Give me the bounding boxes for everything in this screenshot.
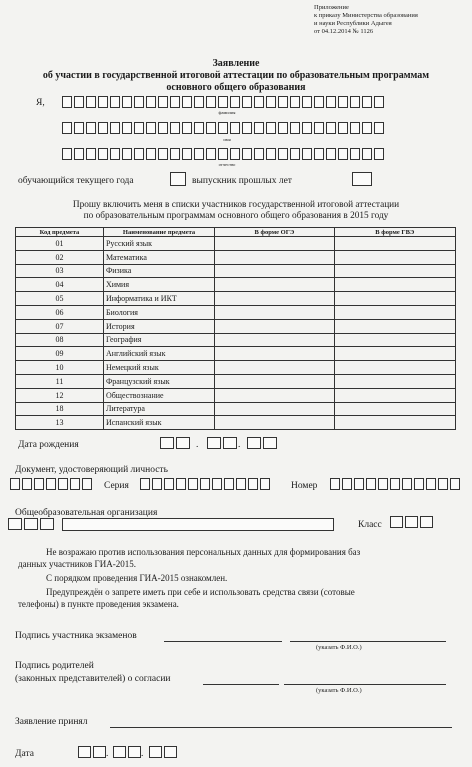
request-text [0, 200, 472, 222]
subject-code: 18 [16, 402, 104, 416]
letter-cell[interactable] [254, 148, 264, 160]
letter-cell[interactable] [74, 96, 84, 108]
letter-cell[interactable] [374, 96, 384, 108]
letter-cell[interactable] [278, 96, 288, 108]
header-gve: В форме ГВЭ [334, 228, 455, 237]
letter-cell[interactable] [194, 148, 204, 160]
letter-cell[interactable] [402, 478, 412, 490]
letter-cell[interactable] [58, 478, 68, 490]
subject-code: 05 [16, 292, 104, 306]
letter-cell[interactable] [230, 96, 240, 108]
letter-cell[interactable] [86, 148, 96, 160]
letter-cell[interactable] [260, 478, 270, 490]
letter-cell[interactable] [248, 478, 258, 490]
letter-cell[interactable] [438, 478, 448, 490]
letter-cell[interactable] [170, 96, 180, 108]
gve-cell[interactable] [334, 264, 455, 278]
gve-cell[interactable] [334, 374, 455, 388]
subject-code: 03 [16, 264, 104, 278]
past-graduate-checkbox[interactable] [352, 172, 372, 186]
letter-cell[interactable] [350, 148, 360, 160]
letter-cell[interactable] [182, 122, 192, 134]
table-row [16, 250, 456, 264]
letter-cell[interactable] [242, 96, 252, 108]
oge-cell[interactable] [215, 374, 334, 388]
subject-name: Математика [103, 250, 214, 264]
ya-label: Я, [36, 98, 45, 108]
letter-cell[interactable] [140, 478, 150, 490]
accepted-line[interactable] [110, 727, 452, 728]
letter-cell[interactable] [254, 122, 264, 134]
table-row [16, 416, 456, 430]
birth-day-cells[interactable] [160, 437, 192, 449]
letter-cell[interactable] [362, 122, 372, 134]
table-header-row [16, 228, 456, 237]
letter-cell[interactable] [70, 478, 80, 490]
school-name-field[interactable] [62, 518, 334, 531]
accepted-label: Заявление принял [15, 717, 88, 727]
title-line: Заявление [212, 58, 260, 69]
subjects-table [15, 227, 456, 430]
subject-name: Английский язык [103, 347, 214, 361]
patronymic-caption: отчество [218, 162, 236, 167]
birth-month-cells[interactable] [207, 437, 239, 449]
header-subject: Наименование предмета [103, 228, 214, 237]
subject-name: Французский язык [103, 374, 214, 388]
letter-cell[interactable] [278, 148, 288, 160]
letter-cell[interactable] [254, 96, 264, 108]
request-line: Прошу включить меня в списки участников государственной итоговой аттестации [72, 200, 400, 210]
subject-code: 06 [16, 305, 104, 319]
current-student-label: обучающийся текущего года [18, 176, 134, 186]
letter-cell[interactable] [188, 478, 198, 490]
subject-name: Русский язык [103, 237, 214, 251]
parents-fio-line[interactable] [284, 684, 446, 685]
consent-p1-line2: данных участников ГИА-2015. [18, 559, 136, 569]
school-label: Общеобразовательная организация [15, 508, 158, 518]
letter-cell[interactable] [122, 96, 132, 108]
letter-cell[interactable] [266, 148, 276, 160]
table-row [16, 347, 456, 361]
oge-cell[interactable] [215, 264, 334, 278]
patronymic-cells[interactable] [62, 148, 386, 160]
gve-cell[interactable] [334, 388, 455, 402]
letter-cell[interactable] [426, 478, 436, 490]
letter-cell[interactable] [74, 122, 84, 134]
oge-cell[interactable] [215, 237, 334, 251]
consent-p3-line2: телефоны) в пункте проведения экзамена. [18, 599, 179, 609]
letter-cell[interactable] [338, 122, 348, 134]
letter-cell[interactable] [374, 122, 384, 134]
subject-code: 09 [16, 347, 104, 361]
annex-line: и науки Республики Адыгея [314, 20, 392, 27]
letter-cell[interactable] [200, 478, 210, 490]
date-month-cells[interactable] [113, 746, 143, 758]
letter-cell[interactable] [22, 478, 32, 490]
annex-line: от 04.12.2014 № 1126 [314, 28, 374, 35]
letter-cell[interactable] [266, 122, 276, 134]
gve-cell[interactable] [334, 319, 455, 333]
letter-cell[interactable] [206, 96, 216, 108]
letter-cell[interactable] [354, 478, 364, 490]
subject-name: Физика [103, 264, 214, 278]
parents-line1: Подпись родителей [15, 661, 94, 671]
gve-cell[interactable] [334, 237, 455, 251]
subject-name: Немецкий язык [103, 361, 214, 375]
table-row [16, 292, 456, 306]
letter-cell[interactable] [146, 148, 156, 160]
letter-cell[interactable] [34, 478, 44, 490]
letter-cell[interactable] [362, 96, 372, 108]
gve-cell[interactable] [334, 305, 455, 319]
letter-cell[interactable] [414, 478, 424, 490]
birth-date-label: Дата рождения [18, 440, 79, 450]
letter-cell[interactable] [46, 478, 56, 490]
letter-cell[interactable] [74, 148, 84, 160]
letter-cell[interactable] [206, 122, 216, 134]
oge-cell[interactable] [215, 305, 334, 319]
surname-caption: фамилия [218, 110, 236, 115]
letter-cell[interactable] [82, 478, 92, 490]
letter-cell[interactable] [110, 148, 120, 160]
letter-cell[interactable] [86, 122, 96, 134]
date-label: Дата [15, 749, 34, 759]
consent-block [18, 546, 463, 610]
parents-signature-label [15, 660, 171, 686]
number-label: Номер [291, 481, 318, 491]
document-type-cells[interactable] [10, 478, 94, 490]
subject-code: 08 [16, 333, 104, 347]
fio-hint: (указать Ф.И.О.) [316, 644, 362, 651]
letter-cell[interactable] [362, 148, 372, 160]
letter-cell[interactable] [224, 478, 234, 490]
form-title [0, 58, 472, 94]
letter-cell[interactable] [146, 96, 156, 108]
letter-cell[interactable] [314, 122, 324, 134]
letter-cell[interactable] [206, 148, 216, 160]
subject-name: Обществознание [103, 388, 214, 402]
fio-hint: (указать Ф.И.О.) [316, 687, 362, 694]
date-year-cells[interactable] [149, 746, 179, 758]
table-row [16, 237, 456, 251]
birth-dot: . [238, 440, 241, 450]
letter-cell[interactable] [158, 148, 168, 160]
birth-dot: . [196, 440, 199, 450]
letter-cell[interactable] [122, 148, 132, 160]
letter-cell[interactable] [158, 96, 168, 108]
letter-cell[interactable] [338, 148, 348, 160]
letter-cell[interactable] [378, 478, 388, 490]
oge-cell[interactable] [215, 361, 334, 375]
subject-code: 04 [16, 278, 104, 292]
letter-cell[interactable] [326, 96, 336, 108]
letter-cell[interactable] [98, 148, 108, 160]
school-code-cells[interactable] [8, 518, 56, 530]
subject-name: Информатика и ИКТ [103, 292, 214, 306]
firstname-cells[interactable] [62, 122, 386, 134]
firstname-caption: имя [223, 137, 231, 142]
letter-cell[interactable] [10, 478, 20, 490]
oge-cell[interactable] [215, 416, 334, 430]
current-student-checkbox[interactable] [170, 172, 186, 186]
letter-cell[interactable] [338, 96, 348, 108]
oge-cell[interactable] [215, 402, 334, 416]
subject-name: Биология [103, 305, 214, 319]
gve-cell[interactable] [334, 361, 455, 375]
title-line: об участии в государственной итоговой аттестации по образовательным программам [42, 70, 430, 81]
letter-cell[interactable] [62, 148, 72, 160]
subject-code: 01 [16, 237, 104, 251]
participant-fio-line[interactable] [290, 641, 446, 642]
table-row [16, 319, 456, 333]
letter-cell[interactable] [134, 96, 144, 108]
letter-cell[interactable] [326, 148, 336, 160]
letter-cell[interactable] [134, 148, 144, 160]
letter-cell[interactable] [290, 122, 300, 134]
letter-cell[interactable] [450, 478, 460, 490]
letter-cell[interactable] [194, 96, 204, 108]
letter-cell[interactable] [122, 122, 132, 134]
table-row [16, 374, 456, 388]
table-row [16, 264, 456, 278]
gve-cell[interactable] [334, 416, 455, 430]
subject-code: 12 [16, 388, 104, 402]
letter-cell[interactable] [110, 96, 120, 108]
letter-cell[interactable] [314, 148, 324, 160]
subject-code: 10 [16, 361, 104, 375]
title-line: основного общего образования [166, 82, 306, 93]
letter-cell[interactable] [110, 122, 120, 134]
table-row [16, 333, 456, 347]
letter-cell[interactable] [98, 96, 108, 108]
participant-signature-label: Подпись участника экзаменов [15, 631, 137, 641]
letter-cell[interactable] [182, 96, 192, 108]
letter-cell[interactable] [374, 148, 384, 160]
series-label: Серия [104, 481, 129, 491]
letter-cell[interactable] [176, 478, 186, 490]
letter-cell[interactable] [86, 96, 96, 108]
letter-cell[interactable] [314, 96, 324, 108]
letter-cell[interactable] [278, 122, 288, 134]
letter-cell[interactable] [302, 122, 312, 134]
subject-code: 02 [16, 250, 104, 264]
oge-cell[interactable] [215, 388, 334, 402]
letter-cell[interactable] [230, 122, 240, 134]
letter-cell[interactable] [134, 122, 144, 134]
letter-cell[interactable] [158, 122, 168, 134]
letter-cell[interactable] [290, 96, 300, 108]
letter-cell[interactable] [182, 148, 192, 160]
participant-signature-line[interactable] [164, 641, 282, 642]
oge-cell[interactable] [215, 278, 334, 292]
letter-cell[interactable] [194, 122, 204, 134]
letter-cell[interactable] [302, 96, 312, 108]
table-row [16, 402, 456, 416]
header-oge: В форме ОГЭ [215, 228, 334, 237]
letter-cell[interactable] [62, 96, 72, 108]
surname-cells[interactable] [62, 96, 386, 108]
birth-year-cells[interactable] [247, 437, 279, 449]
annex-note [314, 4, 418, 36]
consent-p2: С порядком проведения ГИА-2015 ознакомлен. [46, 573, 228, 583]
past-graduate-label: выпускник прошлых лет [192, 176, 292, 186]
number-cells[interactable] [330, 478, 462, 490]
header-code: Код предмета [16, 228, 104, 237]
letter-cell[interactable] [302, 148, 312, 160]
class-label: Класс [358, 520, 382, 530]
table-row [16, 278, 456, 292]
letter-cell[interactable] [152, 478, 162, 490]
subject-code: 11 [16, 374, 104, 388]
subject-code: 07 [16, 319, 104, 333]
oge-cell[interactable] [215, 333, 334, 347]
subject-name: География [103, 333, 214, 347]
table-row [16, 388, 456, 402]
class-cells[interactable] [390, 516, 435, 528]
letter-cell[interactable] [390, 478, 400, 490]
table-row [16, 361, 456, 375]
subject-name: Литература [103, 402, 214, 416]
gve-cell[interactable] [334, 250, 455, 264]
letter-cell[interactable] [218, 122, 228, 134]
gve-cell[interactable] [334, 347, 455, 361]
letter-cell[interactable] [164, 478, 174, 490]
consent-p3-line1: Предупреждён о запрете иметь при себе и использовать средства связи (сотовые [46, 587, 355, 597]
annex-line: Приложение [314, 4, 349, 11]
subject-code: 13 [16, 416, 104, 430]
letter-cell[interactable] [212, 478, 222, 490]
request-line: по образовательным программам основного общего образования в 2015 году [83, 211, 389, 221]
table-row [16, 305, 456, 319]
oge-cell[interactable] [215, 250, 334, 264]
consent-p1-line1: Не возражаю против использования персональных данных для формирования баз [46, 547, 361, 557]
letter-cell[interactable] [98, 122, 108, 134]
parents-line2: (законных представителей) о согласии [15, 674, 171, 684]
letter-cell[interactable] [342, 478, 352, 490]
letter-cell[interactable] [242, 122, 252, 134]
letter-cell[interactable] [290, 148, 300, 160]
document-label: Документ, удостоверяющий личность [15, 465, 168, 475]
oge-cell[interactable] [215, 347, 334, 361]
gve-cell[interactable] [334, 292, 455, 306]
letter-cell[interactable] [366, 478, 376, 490]
letter-cell[interactable] [236, 478, 246, 490]
date-dot: . [141, 749, 144, 759]
oge-cell[interactable] [215, 292, 334, 306]
gve-cell[interactable] [334, 402, 455, 416]
gve-cell[interactable] [334, 278, 455, 292]
letter-cell[interactable] [242, 148, 252, 160]
annex-line: к приказу Министерства образования [314, 12, 418, 19]
letter-cell[interactable] [218, 96, 228, 108]
letter-cell[interactable] [170, 148, 180, 160]
subject-name: История [103, 319, 214, 333]
letter-cell[interactable] [218, 148, 228, 160]
letter-cell[interactable] [230, 148, 240, 160]
letter-cell[interactable] [62, 122, 72, 134]
gve-cell[interactable] [334, 333, 455, 347]
series-cells[interactable] [140, 478, 272, 490]
parents-signature-line[interactable] [203, 684, 279, 685]
letter-cell[interactable] [146, 122, 156, 134]
letter-cell[interactable] [266, 96, 276, 108]
letter-cell[interactable] [326, 122, 336, 134]
date-dot: . [106, 749, 109, 759]
letter-cell[interactable] [350, 122, 360, 134]
letter-cell[interactable] [350, 96, 360, 108]
oge-cell[interactable] [215, 319, 334, 333]
subject-name: Химия [103, 278, 214, 292]
date-day-cells[interactable] [78, 746, 108, 758]
letter-cell[interactable] [170, 122, 180, 134]
letter-cell[interactable] [330, 478, 340, 490]
subject-name: Испанский язык [103, 416, 214, 430]
